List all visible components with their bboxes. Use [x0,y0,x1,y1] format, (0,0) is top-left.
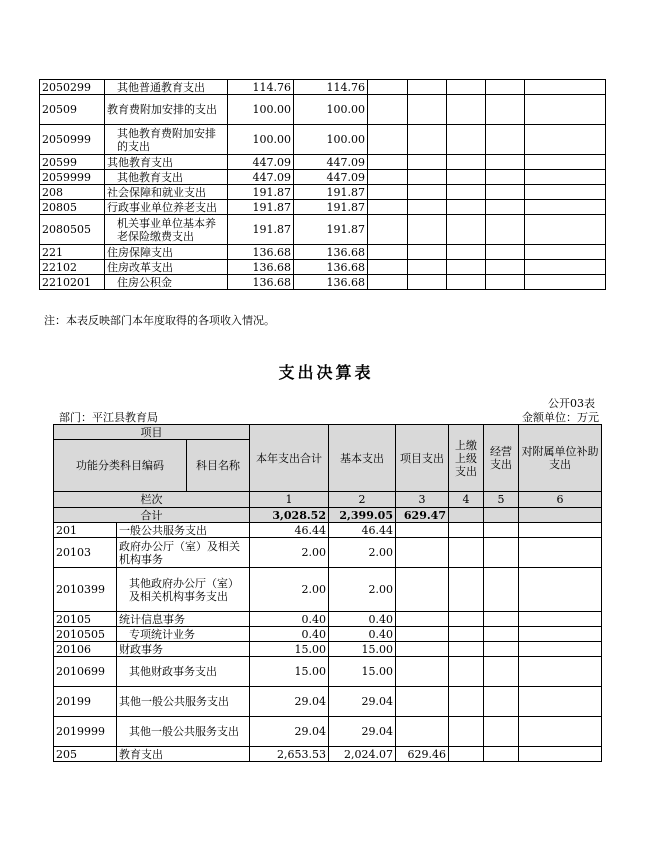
empty-cell [519,642,602,657]
row-code: 2080505 [40,215,105,245]
row-basic: 2,024.07 [329,747,396,762]
empty-cell [447,200,486,215]
empty-cell [408,245,447,260]
row-basic: 0.40 [329,612,396,627]
empty-cell [447,125,486,155]
row-basic: 114.76 [294,80,368,95]
row-total: 2.00 [250,538,329,568]
col-index: 5 [484,492,519,508]
row-basic: 29.04 [329,687,396,717]
row-basic: 191.87 [294,200,368,215]
row-total: 29.04 [250,717,329,747]
empty-cell [449,627,484,642]
empty-cell [484,717,519,747]
empty-cell [486,215,525,245]
empty-cell [486,170,525,185]
header-upper: 上缴上级支出 [449,425,484,492]
empty-cell [525,215,606,245]
row-total: 100.00 [228,125,294,155]
header-business: 经营支出 [484,425,519,492]
row-total: 0.40 [250,627,329,642]
table-row [40,275,606,290]
empty-cell [368,95,408,125]
row-basic: 15.00 [329,657,396,687]
empty-cell [368,80,408,95]
row-total: 100.00 [228,95,294,125]
header-item: 项目 [54,425,250,440]
empty-cell [519,568,602,612]
row-total: 447.09 [228,170,294,185]
table-row [54,642,602,657]
empty-cell [525,95,606,125]
row-basic: 447.09 [294,155,368,170]
empty-cell [519,508,602,523]
row-code: 221 [40,245,105,260]
empty-cell [486,155,525,170]
row-name: 其他教育支出 [105,155,228,170]
empty-cell [486,95,525,125]
empty-cell [368,170,408,185]
table-row [54,612,602,627]
empty-cell [447,275,486,290]
row-total: 29.04 [250,687,329,717]
col-index: 2 [329,492,396,508]
empty-cell [408,125,447,155]
empty-cell [484,747,519,762]
row-project: 629.46 [396,747,449,762]
empty-cell [519,747,602,762]
row-code: 2050999 [40,125,105,155]
row-total: 15.00 [250,642,329,657]
empty-cell [447,215,486,245]
empty-cell [484,627,519,642]
header-func-code: 功能分类科目编码 [54,440,187,492]
row-code: 2059999 [40,170,105,185]
row-code: 2010505 [54,627,117,642]
row-project [396,523,449,538]
empty-cell [447,245,486,260]
row-name: 其他教育费附加安排的支出 [105,125,228,155]
row-total: 191.87 [228,200,294,215]
row-name: 其他一般公共服务支出 [117,687,250,717]
row-project [396,568,449,612]
empty-cell [484,642,519,657]
table-row [40,245,606,260]
table-row [54,717,602,747]
row-total: 46.44 [250,523,329,538]
empty-cell [486,80,525,95]
row-basic: 46.44 [329,523,396,538]
empty-cell [519,627,602,642]
empty-cell [408,95,447,125]
row-name: 政府办公厅（室）及相关机构事务 [117,538,250,568]
empty-cell [449,612,484,627]
table-row [40,95,606,125]
table-note: 注：本表反映部门本年度取得的各项收入情况。 [44,314,275,327]
empty-cell [368,245,408,260]
row-code: 2050299 [40,80,105,95]
total-project: 629.47 [396,508,449,523]
row-basic: 100.00 [294,125,368,155]
row-name: 行政事业单位养老支出 [105,200,228,215]
row-total: 191.87 [228,215,294,245]
row-code: 2210201 [40,275,105,290]
empty-cell [447,155,486,170]
row-code: 2010399 [54,568,117,612]
table-row [54,568,602,612]
empty-cell [408,260,447,275]
form-number: 公开03表 [548,397,595,410]
empty-cell [525,80,606,95]
row-total: 15.00 [250,657,329,687]
row-project [396,687,449,717]
col-index: 3 [396,492,449,508]
row-name: 住房保障支出 [105,245,228,260]
empty-cell [368,200,408,215]
empty-cell [449,508,484,523]
row-code: 22102 [40,260,105,275]
empty-cell [484,538,519,568]
empty-cell [368,125,408,155]
empty-cell [447,95,486,125]
table-row [54,657,602,687]
table-row [40,155,606,170]
row-code: 20199 [54,687,117,717]
row-basic: 2.00 [329,538,396,568]
empty-cell [486,245,525,260]
income-table-continuation [39,79,606,290]
empty-cell [519,523,602,538]
row-basic: 191.87 [294,185,368,200]
header-total: 本年支出合计 [250,425,329,492]
table-row [54,747,602,762]
empty-cell [449,523,484,538]
row-project [396,642,449,657]
empty-cell [447,80,486,95]
header-subsidy: 对附属单位补助支出 [519,425,602,492]
page-title: 支出决算表 [278,363,374,382]
row-basic: 0.40 [329,627,396,642]
empty-cell [519,538,602,568]
empty-cell [449,747,484,762]
empty-cell [449,657,484,687]
department-label: 部门：平江县教育局 [59,411,158,424]
empty-cell [519,717,602,747]
col-index: 1 [250,492,329,508]
table-row [54,538,602,568]
row-name: 社会保障和就业支出 [105,185,228,200]
empty-cell [486,275,525,290]
table-row [40,125,606,155]
empty-cell [408,200,447,215]
empty-cell [519,687,602,717]
row-name: 统计信息事务 [117,612,250,627]
total-basic: 2,399.05 [329,508,396,523]
table-row [54,627,602,642]
row-total: 2,653.53 [250,747,329,762]
row-project [396,627,449,642]
row-basic: 136.68 [294,245,368,260]
empty-cell [486,260,525,275]
empty-cell [484,687,519,717]
row-code: 2019999 [54,717,117,747]
empty-cell [519,612,602,627]
empty-cell [486,200,525,215]
row-code: 2010699 [54,657,117,687]
row-basic: 136.68 [294,260,368,275]
empty-cell [525,275,606,290]
total-amount: 3,028.52 [250,508,329,523]
row-project [396,717,449,747]
row-project [396,612,449,627]
row-basic: 29.04 [329,717,396,747]
empty-cell [408,275,447,290]
row-name: 其他政府办公厅（室）及相关机构事务支出 [117,568,250,612]
empty-cell [484,523,519,538]
row-code: 208 [40,185,105,200]
empty-cell [408,170,447,185]
empty-cell [449,568,484,612]
empty-cell [525,155,606,170]
row-name: 机关事业单位基本养老保险缴费支出 [105,215,228,245]
empty-cell [525,245,606,260]
empty-cell [449,538,484,568]
row-name: 专项统计业务 [117,627,250,642]
row-basic: 100.00 [294,95,368,125]
col-index: 6 [519,492,602,508]
unit-label: 金额单位：万元 [522,411,599,424]
expense-table [53,424,602,762]
row-total: 136.68 [228,245,294,260]
row-code: 20106 [54,642,117,657]
row-total: 136.68 [228,260,294,275]
row-total: 0.40 [250,612,329,627]
header-basic: 基本支出 [329,425,396,492]
empty-cell [486,185,525,200]
row-code: 205 [54,747,117,762]
row-name: 其他普通教育支出 [105,80,228,95]
total-row-label: 合计 [54,508,250,523]
empty-cell [484,508,519,523]
table-row [54,687,602,717]
row-basic: 447.09 [294,170,368,185]
empty-cell [484,657,519,687]
row-name: 财政事务 [117,642,250,657]
row-code: 201 [54,523,117,538]
col-index-label: 栏次 [54,492,250,508]
header-project: 项目支出 [396,425,449,492]
empty-cell [368,260,408,275]
empty-cell [449,642,484,657]
row-name: 其他财政事务支出 [117,657,250,687]
empty-cell [447,185,486,200]
row-name: 一般公共服务支出 [117,523,250,538]
row-name: 其他一般公共服务支出 [117,717,250,747]
table-row [40,200,606,215]
row-basic: 15.00 [329,642,396,657]
empty-cell [368,155,408,170]
row-name: 住房改革支出 [105,260,228,275]
table-row [40,185,606,200]
table-row [40,170,606,185]
row-basic: 2.00 [329,568,396,612]
row-basic: 191.87 [294,215,368,245]
empty-cell [486,125,525,155]
header-subject-name: 科目名称 [187,440,250,492]
empty-cell [449,687,484,717]
empty-cell [447,170,486,185]
empty-cell [368,215,408,245]
empty-cell [525,185,606,200]
empty-cell [408,185,447,200]
row-name: 教育支出 [117,747,250,762]
empty-cell [484,568,519,612]
row-basic: 136.68 [294,275,368,290]
row-total: 191.87 [228,185,294,200]
empty-cell [484,612,519,627]
col-index: 4 [449,492,484,508]
empty-cell [525,200,606,215]
row-code: 20805 [40,200,105,215]
row-code: 20103 [54,538,117,568]
table-row [54,523,602,538]
empty-cell [368,185,408,200]
row-code: 20509 [40,95,105,125]
row-total: 136.68 [228,275,294,290]
table-row [40,80,606,95]
row-name: 教育费附加安排的支出 [105,95,228,125]
empty-cell [408,155,447,170]
empty-cell [519,657,602,687]
table-row [40,260,606,275]
empty-cell [525,260,606,275]
row-code: 20599 [40,155,105,170]
row-total: 114.76 [228,80,294,95]
empty-cell [525,125,606,155]
empty-cell [447,260,486,275]
empty-cell [408,215,447,245]
empty-cell [449,717,484,747]
row-code: 20105 [54,612,117,627]
row-project [396,538,449,568]
table-row [40,215,606,245]
row-total: 447.09 [228,155,294,170]
empty-cell [408,80,447,95]
empty-cell [368,275,408,290]
row-total: 2.00 [250,568,329,612]
row-name: 住房公积金 [105,275,228,290]
row-name: 其他教育支出 [105,170,228,185]
row-project [396,657,449,687]
empty-cell [525,170,606,185]
